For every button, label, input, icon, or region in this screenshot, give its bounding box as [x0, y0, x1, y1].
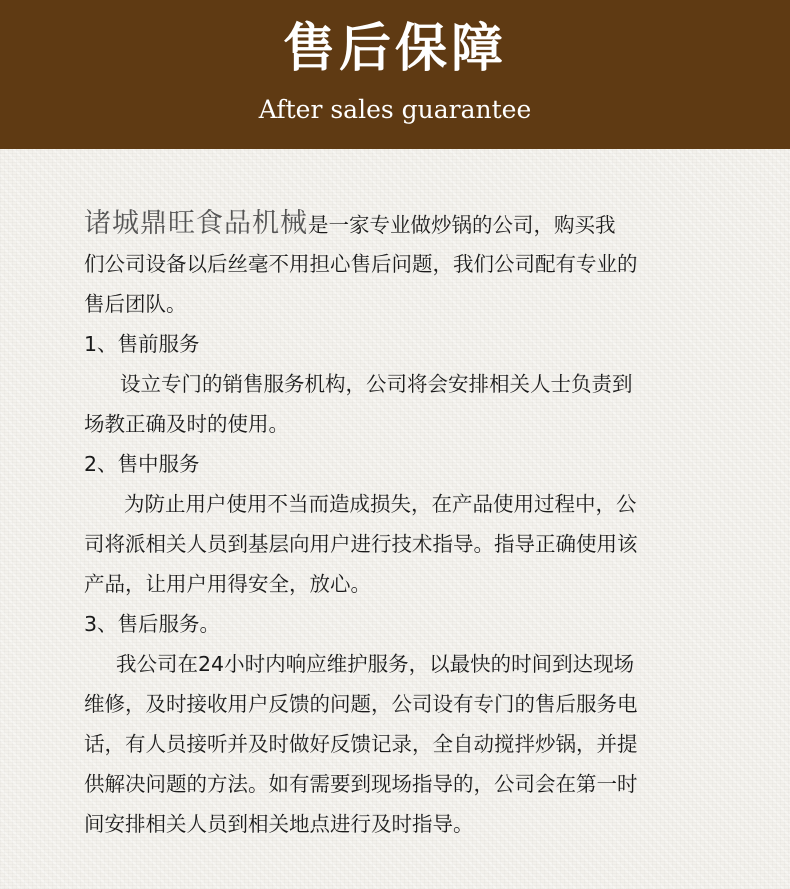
in-sale-line-1: 为防止用户使用不当而造成损失，在产品使用过程中，公 [124, 492, 637, 516]
after-sale-line-5: 间安排相关人员到相关地点进行及时指导。 [84, 812, 474, 836]
in-sale-line-2: 司将派相关人员到基层向用户进行技术指导。指导正确使用该 [84, 532, 638, 556]
page-title: 售后保障 [282, 19, 507, 79]
intro-line-3: 售后团队。 [84, 292, 187, 316]
intro-line-1 [84, 204, 724, 244]
pre-sale-line-1: 设立专门的销售服务机构，公司将会安排相关人士负责到 [120, 372, 633, 396]
company-name: 诸城鼎旺食品机械 [84, 208, 308, 239]
intro-line-2: 们公司设备以后丝毫不用担心售后问题，我们公司配有专业的 [84, 252, 638, 276]
section-heading-in-sale: 2、售中服务 [84, 452, 200, 476]
section-heading-pre-sale: 1、售前服务 [84, 332, 200, 356]
after-sale-line-3: 话，有人员接听并及时做好反馈记录，全自动搅拌炒锅，并提 [84, 732, 638, 756]
intro-line-1-text: 是一家专业做炒锅的公司，购买我 [308, 213, 616, 237]
content-body [84, 204, 724, 844]
page-subtitle: After sales guarantee [258, 95, 532, 124]
after-sale-line-2: 维修，及时接收用户反馈的问题，公司设有专门的售后服务电 [84, 692, 638, 716]
after-sale-line-1: 我公司在24小时内响应维护服务，以最快的时间到达现场 [116, 652, 635, 676]
pre-sale-line-2: 场教正确及时的使用。 [84, 412, 289, 436]
section-heading-after-sale: 3、售后服务。 [84, 612, 221, 636]
header-banner [0, 0, 790, 149]
in-sale-line-3: 产品，让用户用得安全，放心。 [84, 572, 371, 596]
after-sale-line-4: 供解决问题的方法。如有需要到现场指导的，公司会在第一时 [84, 772, 638, 796]
